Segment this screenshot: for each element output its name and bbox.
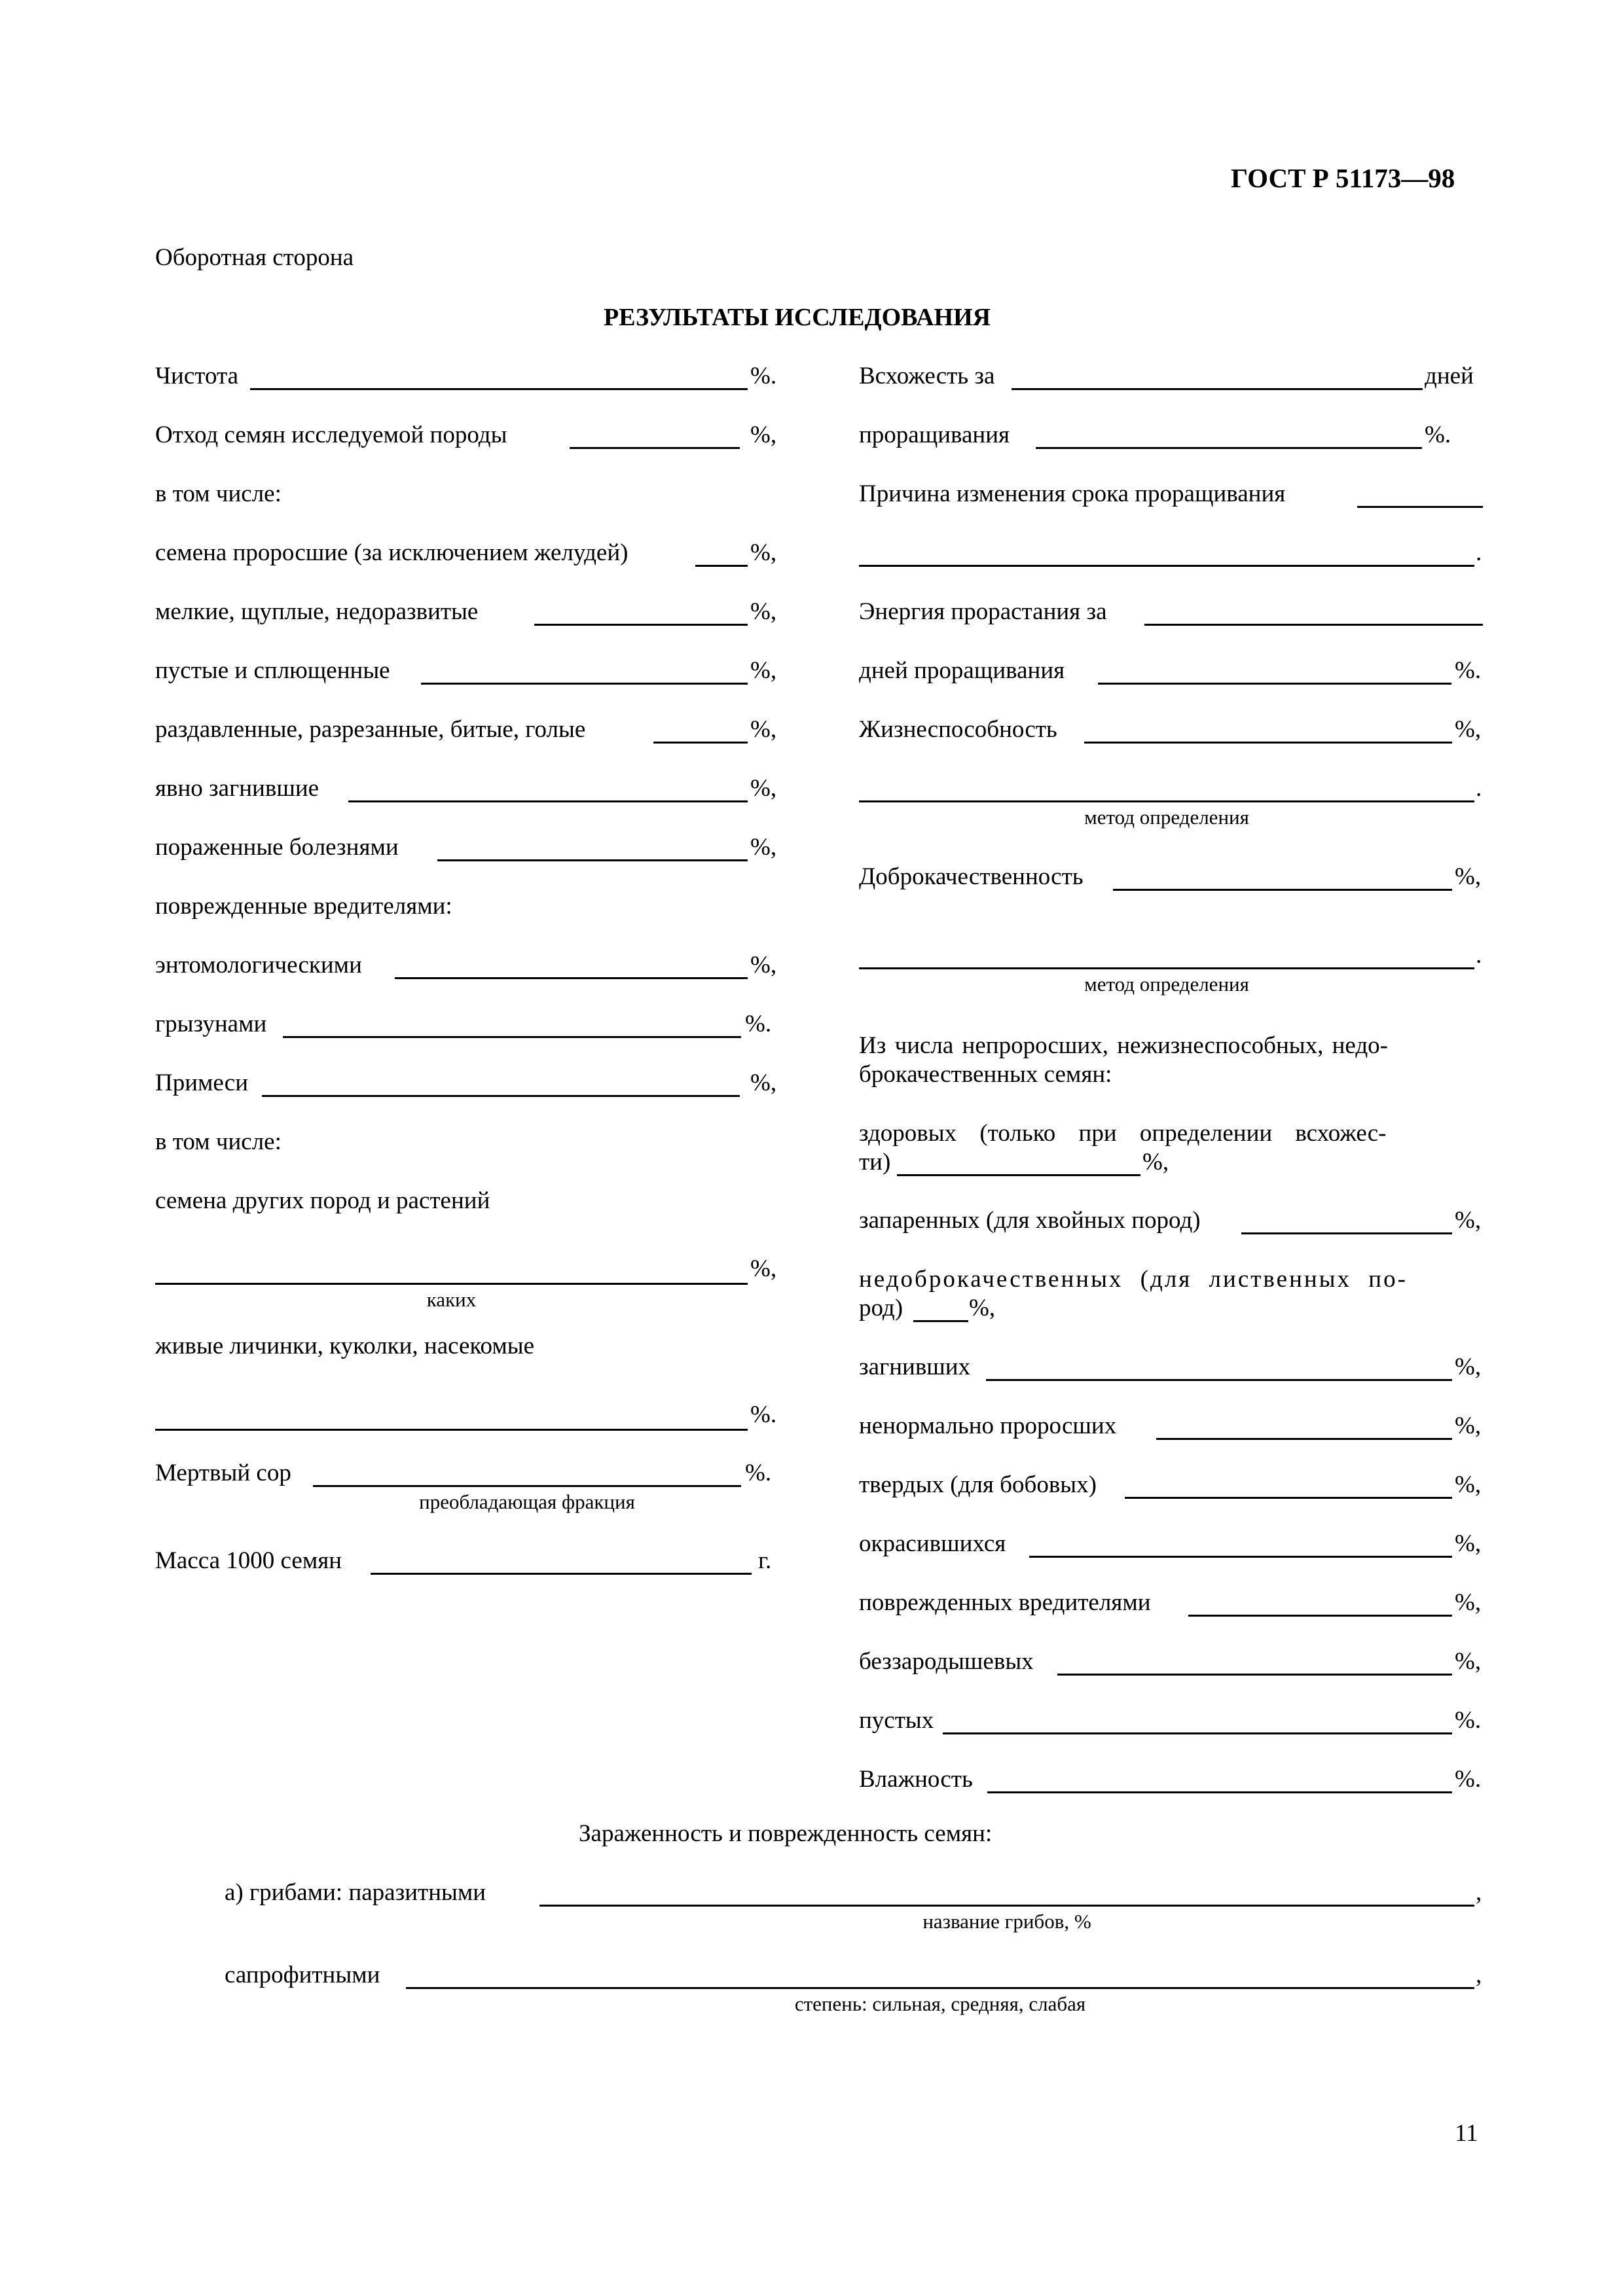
goodness-method-caption: метод определения [1084,973,1249,996]
poor-field[interactable] [913,1320,968,1322]
steamed-field[interactable] [1241,1232,1452,1234]
form-title: РЕЗУЛЬТАТЫ ИССЛЕДОВАНИЯ [604,304,991,331]
saprophytic-caption: степень: сильная, средняя, слабая [794,1992,1086,2015]
germination-label: Всхожесть за [859,363,995,389]
viability-method-end: . [1476,775,1482,802]
impurities-unit: %, [750,1069,777,1096]
abnormal-field[interactable] [1156,1438,1452,1440]
waste-unit: %, [750,422,777,448]
rotted-field[interactable] [986,1379,1452,1381]
entomo-field[interactable] [395,977,748,979]
embryoless-unit: %, [1455,1648,1482,1675]
moisture-unit: %. [1455,1766,1482,1793]
goodness-method-field[interactable] [859,967,1474,969]
larvae-label: живые личинки, куколки, насекомые [155,1333,535,1359]
dead-litter-caption: преобладающая фракция [419,1490,635,1513]
healthy-line-1: здоровых (только при определении всхожес- [859,1120,1387,1147]
colored-field[interactable] [1029,1556,1452,1558]
entomo-label: энтомологическими [155,952,362,978]
viability-unit: %, [1455,716,1482,743]
dead-litter-field[interactable] [313,1485,741,1487]
reason-field[interactable] [1357,506,1483,508]
other-seeds-label: семена других пород и растений [155,1187,490,1214]
infection-heading: Зараженность и поврежденность семян: [579,1820,993,1847]
hard-unit: %, [1455,1471,1482,1498]
saprophytic-end: , [1476,1962,1482,1988]
colored-unit: %, [1455,1530,1482,1557]
steamed-unit: %, [1455,1207,1482,1234]
small-label: мелкие, щуплые, недоразвитые [155,598,479,625]
diseased-field[interactable] [437,859,748,861]
germination-days-field[interactable] [1012,388,1423,390]
fungi-label: а) грибами: паразитными [225,1879,486,1906]
rotted-label: загнивших [859,1354,971,1380]
poor-label: род) [859,1295,903,1321]
abnormal-label: ненормально проросших [859,1412,1117,1439]
energy-percent-unit: %. [1455,657,1482,684]
larvae-unit: %. [750,1401,777,1428]
energy-percent-field[interactable] [1098,683,1451,685]
crushed-unit: %, [750,716,777,743]
purity-field[interactable] [250,388,748,390]
larvae-field[interactable] [155,1429,748,1431]
moisture-label: Влажность [859,1766,973,1793]
rodents-label: грызунами [155,1011,267,1037]
rotten-unit: %, [750,775,777,802]
viability-label: Жизнеспособность [859,716,1057,743]
pest-damaged-unit: %, [1455,1589,1482,1616]
germination-percent-unit: %. [1425,422,1451,448]
rodents-unit: %. [745,1011,772,1037]
sprouted-field[interactable] [695,565,748,567]
abnormal-unit: %, [1455,1412,1482,1439]
germination-percent-field[interactable] [1036,447,1422,449]
embryoless-label: беззародышевых [859,1648,1034,1675]
energy-period-label: дней проращивания [859,657,1065,684]
rodents-field[interactable] [283,1036,741,1038]
impurities-field[interactable] [262,1095,740,1097]
viability-method-field[interactable] [859,800,1474,802]
viability-method-caption: метод определения [1084,806,1249,829]
empty-label: пустые и сплющенные [155,657,390,684]
goodness-method-end: . [1476,942,1482,969]
empty-seeds-unit: %. [1455,1707,1482,1734]
saprophytic-field[interactable] [406,1987,1474,1989]
germination-days-unit: дней [1425,363,1474,389]
rotten-label: явно загнившие [155,775,319,802]
hard-label: твердых (для бобовых) [859,1471,1097,1498]
small-field[interactable] [534,624,748,626]
dead-litter-label: Мертвый сор [155,1460,291,1486]
impurities-label: Примеси [155,1069,249,1096]
from-number-line-2: брокачественных семян: [859,1061,1112,1088]
saprophytic-label: сапрофитными [225,1962,380,1988]
embryoless-field[interactable] [1057,1674,1452,1676]
fungi-caption: название грибов, % [922,1910,1091,1933]
fungi-field[interactable] [539,1905,1474,1907]
crushed-field[interactable] [653,742,748,744]
purity-unit: %. [750,363,777,389]
healthy-label: ти) [859,1149,891,1175]
reason-field-2[interactable] [859,565,1474,567]
goodness-field[interactable] [1113,889,1452,891]
including-label: в том числе: [155,480,282,507]
rotted-unit: %, [1455,1354,1482,1380]
document-code: ГОСТ Р 51173—98 [1231,163,1455,193]
goodness-label: Доброкачественность [859,863,1084,890]
colored-label: окрасившихся [859,1530,1006,1557]
poor-line-1: недоброкачественных (для лиственных по- [859,1266,1408,1293]
viability-field[interactable] [1084,742,1452,744]
empty-field[interactable] [421,683,748,685]
sprouted-unit: %, [750,539,777,566]
crushed-label: раздавленные, разрезанные, битые, голые [155,716,586,743]
mass-unit: г. [758,1547,772,1574]
other-seeds-field[interactable] [155,1283,748,1285]
pest-damaged-field[interactable] [1188,1615,1452,1617]
reason-line-end: . [1476,539,1482,566]
rotten-field[interactable] [348,800,748,802]
including-label-2: в том числе: [155,1128,282,1155]
purity-label: Чистота [155,363,239,389]
reason-label: Причина изменения срока проращивания [859,480,1286,507]
pests-heading: поврежденные вредителями: [155,893,452,920]
mass-field[interactable] [371,1573,752,1575]
germination-period-label: проращивания [859,422,1010,448]
other-seeds-unit: %, [750,1255,777,1282]
healthy-unit: %, [1142,1149,1169,1175]
sprouted-label: семена проросшие (за исключением желудей) [155,539,629,566]
waste-field[interactable] [570,447,740,449]
energy-days-field[interactable] [1144,624,1483,626]
small-unit: %, [750,598,777,625]
other-seeds-caption: каких [426,1288,477,1311]
energy-label: Энергия прорастания за [859,598,1107,625]
healthy-field[interactable] [897,1174,1140,1176]
fungi-end: , [1476,1879,1482,1906]
empty-seeds-field[interactable] [943,1732,1452,1734]
hard-field[interactable] [1125,1497,1452,1499]
page-number: 11 [1455,2120,1478,2147]
mass-label: Масса 1000 семян [155,1547,342,1574]
diseased-label: пораженные болезнями [155,834,399,861]
diseased-unit: %, [750,834,777,861]
side-label: Оборотная сторона [155,244,354,271]
steamed-label: запаренных (для хвойных пород) [859,1207,1201,1234]
poor-unit: %, [969,1295,996,1321]
from-number-line-1: Из числа непроросших, нежизнеспособных, недо- [859,1032,1388,1059]
goodness-unit: %, [1455,863,1482,890]
empty-unit: %, [750,657,777,684]
pest-damaged-label: поврежденных вредителями [859,1589,1151,1616]
waste-label: Отход семян исследуемой породы [155,422,507,448]
empty-seeds-label: пустых [859,1707,934,1734]
dead-litter-unit: %. [745,1460,772,1486]
moisture-field[interactable] [987,1791,1452,1793]
entomo-unit: %, [750,952,777,978]
